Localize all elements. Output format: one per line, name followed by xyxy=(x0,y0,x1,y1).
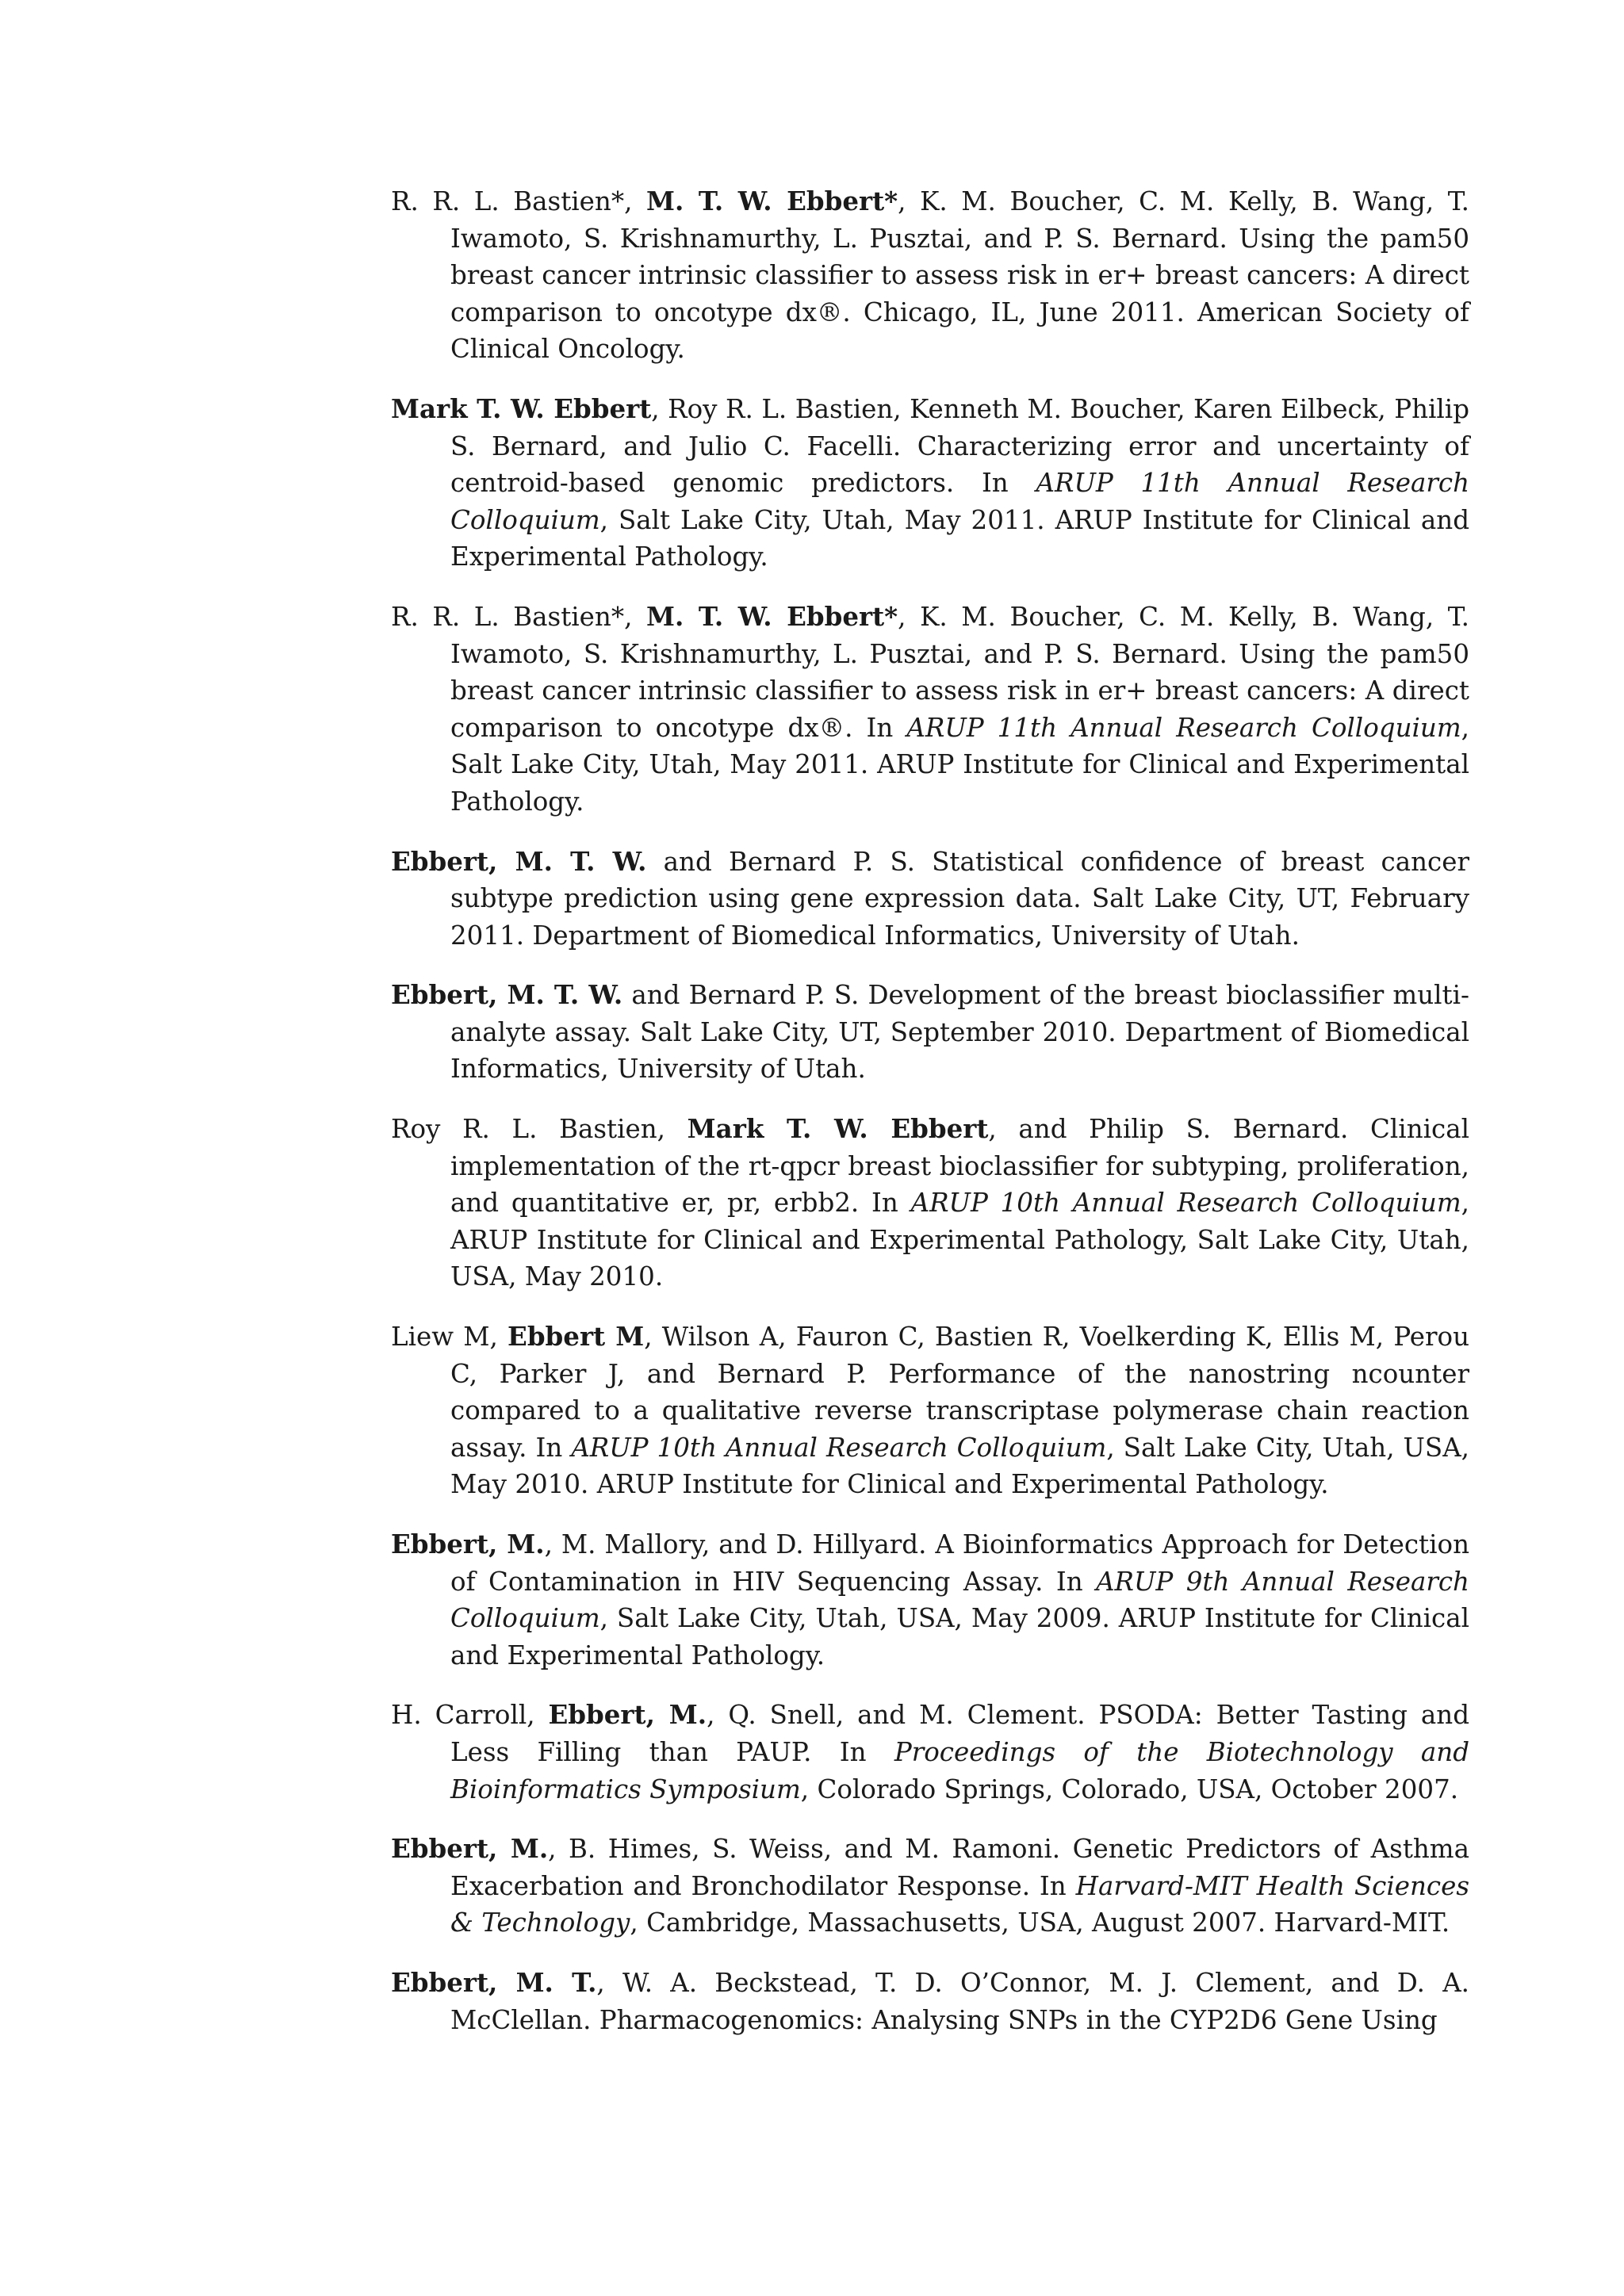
citation-text: , Salt Lake City, Utah, USA, May 2010. ARUP Institute for Clinical and Experimental Pathology. xyxy=(450,1432,1470,1500)
citation-text: , Roy R. L. Bastien, Kenneth M. Boucher, Karen Eilbeck, Philip S. Bernard, and Julio C. Facelli. Characterizing error and uncertainty of centroid-based genomic predictors. In xyxy=(450,393,1469,499)
author-highlight: Ebbert M xyxy=(508,1321,645,1353)
author-highlight: Ebbert, M. xyxy=(391,1529,545,1559)
citation-text: and Bernard P. S. Statistical confidence of breast cancer subtype prediction using gene expression data. Salt Lake City, UT, February 2011. Department of Biomedical Informatics, University of Utah. xyxy=(450,846,1469,951)
venue-title: ARUP 10th Annual Research Colloquium xyxy=(571,1432,1107,1463)
publication-entry xyxy=(391,844,1469,955)
citation-text: R. R. L. Bastien*, xyxy=(391,601,647,632)
author-highlight: Mark T. W. Ebbert xyxy=(687,1113,989,1145)
venue-title: Harvard-MIT Health Sciences & Technology xyxy=(450,1870,1469,1938)
citation-text: , Salt Lake City, Utah, May 2011. ARUP Institute for Clinical and Experimental Pathology. xyxy=(450,504,1469,572)
citation-text: , Salt Lake City, Utah, May 2011. ARUP Institute for Clinical and Experimental Pathology. xyxy=(450,712,1469,817)
author-highlight: Ebbert, M. T. W. xyxy=(391,979,623,1011)
citation-text: Liew M, xyxy=(391,1322,508,1353)
venue-title: Proceedings of the Biotechnology and Bioinformatics Symposium xyxy=(450,1736,1469,1804)
citation-text: , K. M. Boucher, C. M. Kelly, B. Wang, T. Iwamoto, S. Krishnamurthy, L. Pusztai, and P. S. Bernard. Using the pam50 breast cancer intrinsic classifier to assess risk in er+ breast cancers: A direct comparison to oncotype dx®. In xyxy=(450,601,1470,743)
citation-text: , Cambridge, Massachusetts, USA, August 2007. Harvard-MIT. xyxy=(630,1908,1450,1938)
citation-text: , Salt Lake City, Utah, USA, May 2009. ARUP Institute for Clinical and Experimental Pathology. xyxy=(450,1603,1469,1670)
citation-text: , and Philip S. Bernard. Clinical implementation of the rt-qpcr breast bioclassifier for subtyping, proliferation, and quantitative er, pr, erbb2. In xyxy=(450,1114,1469,1219)
venue-title: ARUP 11th Annual Research Colloquium xyxy=(450,468,1470,535)
publication-entry xyxy=(391,1526,1469,1674)
citation-text: Roy R. L. Bastien, xyxy=(391,1114,688,1145)
citation-text: , W. A. Beckstead, T. D. O’Connor, M. J. Clement, and D. A. McClellan. Pharmacogenomics: Analysing SNPs in the CYP2D6 Gene Using xyxy=(450,1967,1470,2035)
citation-text: , K. M. Boucher, C. M. Kelly, B. Wang, T. Iwamoto, S. Krishnamurthy, L. Pusztai, and P. S. Bernard. Using the pam50 breast cancer intrinsic classifier to assess risk in er+ breast cancers: A direct comparison to oncotype dx®. Chicago, IL, June 2011. American Society of Clinical Oncology. xyxy=(450,186,1470,365)
publication-entry xyxy=(391,1697,1469,1808)
citation-text: , B. Himes, S. Weiss, and M. Ramoni. Genetic Predictors of Asthma Exacerbation and Bronchodilator Response. In xyxy=(450,1834,1470,1901)
author-highlight: Mark T. W. Ebbert xyxy=(391,392,652,424)
publication-entry xyxy=(391,1111,1469,1295)
author-highlight: M. T. W. Ebbert* xyxy=(646,600,898,632)
citation-text: H. Carroll, xyxy=(391,1700,549,1731)
publication-entry xyxy=(391,1965,1469,2038)
citation-text: , Colorado Springs, Colorado, USA, October 2007. xyxy=(800,1774,1459,1804)
citation-text: , Q. Snell, and M. Clement. PSODA: Better Tasting and Less Filling than PAUP. In xyxy=(450,1700,1469,1767)
author-highlight: Ebbert, M. xyxy=(391,1833,549,1865)
publication-entry xyxy=(391,183,1469,368)
citation-text: , M. Mallory, and D. Hillyard. A Bioinformatics Approach for Detection of Contamination in HIV Sequencing Assay. In xyxy=(450,1529,1470,1597)
author-highlight: M. T. W. Ebbert* xyxy=(646,186,898,216)
author-highlight: Ebbert, M. T. W. xyxy=(391,845,647,877)
author-highlight: Ebbert, M. T. xyxy=(391,1966,597,1998)
publication-entry xyxy=(391,599,1469,821)
publication-entry xyxy=(391,1831,1469,1942)
venue-title: ARUP 11th Annual Research Colloquium xyxy=(906,712,1461,743)
venue-title: ARUP 9th Annual Research Colloquium xyxy=(450,1566,1469,1634)
citation-text: R. R. L. Bastien*, xyxy=(391,186,647,216)
publication-entry xyxy=(391,1318,1469,1503)
publication-entry xyxy=(391,977,1469,1088)
citation-text: , Wilson A, Fauron C, Bastien R, Voelkerding K, Ellis M, Perou C, Parker J, and Bernard P. Performance of the nanostring ncounter compared to a qualitative reverse transcriptase polymerase chain reaction assay. In xyxy=(450,1322,1470,1463)
venue-title: ARUP 10th Annual Research Colloquium xyxy=(910,1188,1461,1219)
author-highlight: Ebbert, M. xyxy=(548,1699,707,1731)
citation-text: and Bernard P. S. Development of the breast bioclassifier multi-analyte assay. Salt Lake City, UT, September 2010. Department of Biomedical Informatics, University of Utah. xyxy=(450,980,1469,1085)
publication-entry xyxy=(391,391,1469,576)
publication-list xyxy=(391,183,1469,2061)
citation-text: , ARUP Institute for Clinical and Experimental Pathology, Salt Lake City, Utah, USA, May 2010. xyxy=(450,1188,1470,1292)
